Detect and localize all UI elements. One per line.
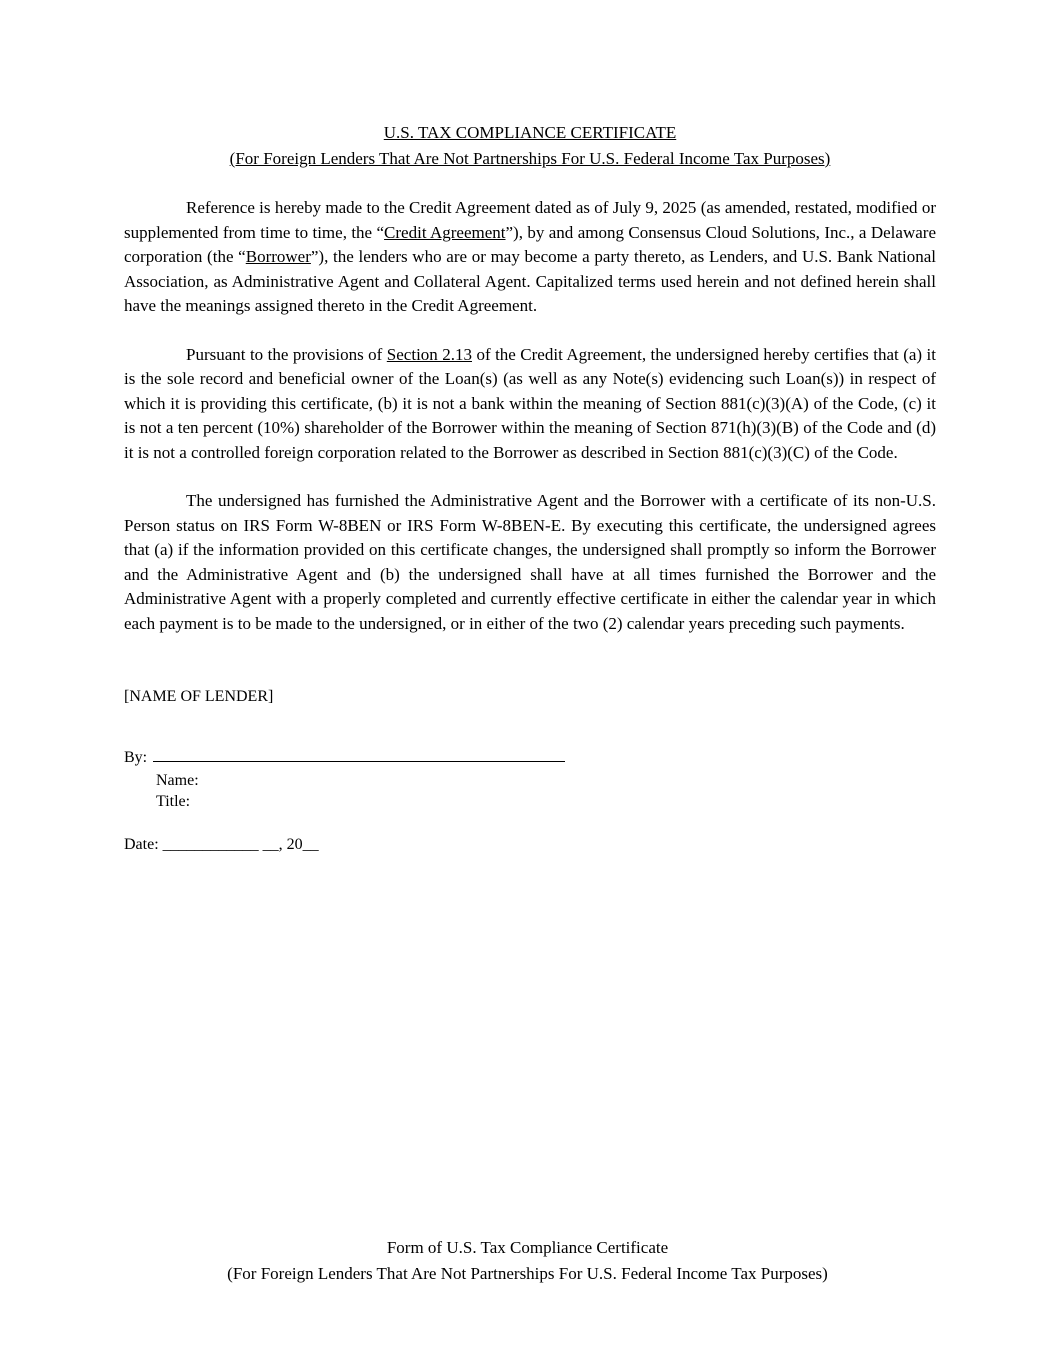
signature-block	[124, 686, 936, 855]
paragraph-certification	[124, 343, 936, 466]
text-segment: Pursuant to the provisions of	[186, 344, 387, 364]
borrower-term: Borrower	[245, 247, 311, 266]
date-blank-day: __	[262, 836, 279, 853]
name-label: Name:	[156, 772, 199, 789]
date-label: Date:	[124, 836, 159, 853]
by-label: By:	[124, 749, 148, 766]
date-blank-year: __	[302, 836, 319, 853]
lender-name-placeholder: [NAME OF LENDER]	[124, 688, 274, 705]
by-row	[124, 747, 936, 768]
text-segment: ”), by and among Consensus Cloud Solutions, Inc., a Delaware corporation (the “	[124, 222, 936, 266]
document-footer	[0, 1235, 1055, 1287]
document-content	[124, 0, 936, 855]
paragraph-irs-form: The undersigned has furnished the Administrative Agent and the Borrower with a certificate of its non-U.S. Person status on IRS Form W-8BEN or IRS Form W-8BEN-E. By executing this certificate, the undersigned agrees that (a) if the information provided on this certificate changes, the undersigned shall promptly so inform the Borrower and the Administrative Agent and (b) the undersigned shall have at all times furnished the Borrower and the Administrative Agent with a properly completed and currently effective certificate in either the calendar year in which each payment is to be made to the undersigned, or in either of the two (2) calendar years preceding such payments.	[124, 491, 936, 633]
footer-line-1: Form of U.S. Tax Compliance Certificate	[386, 1238, 669, 1257]
document-title: U.S. TAX COMPLIANCE CERTIFICATE	[383, 123, 677, 142]
date-row	[124, 834, 936, 855]
title-block	[124, 120, 936, 172]
section-2-13-reference: Section 2.13	[386, 344, 472, 364]
title-label: Title:	[156, 793, 191, 810]
date-year-prefix: , 20	[278, 836, 303, 853]
footer-line-2: (For Foreign Lenders That Are Not Partnerships For U.S. Federal Income Tax Purposes)	[227, 1264, 828, 1283]
date-blank-long: ____________	[162, 836, 259, 853]
text-segment: Reference is hereby made to the Credit Agreement dated as of July 9, 2025 (as amended, restated, modified or supplemented from time to time, the “	[124, 198, 936, 242]
text-segment: of the Credit Agreement, the undersigned hereby certifies that (a) it is the sole record and beneficial owner of the Loan(s) (as well as any Note(s) evidencing such Loan(s)) in respect of which it is providing this certificate, (b) it is not a bank within the meaning of Section 881(c)(3)(A) of the Code, (c) it is not a ten percent (10%) shareholder of the Borrower within the meaning of Section 871(h)(3)(B) of the Code and (d) it is not a controlled foreign corporation related to the Borrower as described in Section 881(c)(3)(C) of the Code.	[124, 344, 936, 462]
paragraph-reference	[124, 196, 936, 319]
signature-line	[153, 748, 565, 762]
document-subtitle: (For Foreign Lenders That Are Not Partnerships For U.S. Federal Income Tax Purposes)	[229, 149, 831, 168]
text-segment: ”), the lenders who are or may become a party thereto, as Lenders, and U.S. Bank National Association, as Administrative Agent and Collateral Agent. Capitalized terms used herein and not defined herein shall have the meanings assigned thereto in the Credit Agreement.	[124, 247, 936, 315]
credit-agreement-term: Credit Agreement	[384, 222, 506, 242]
